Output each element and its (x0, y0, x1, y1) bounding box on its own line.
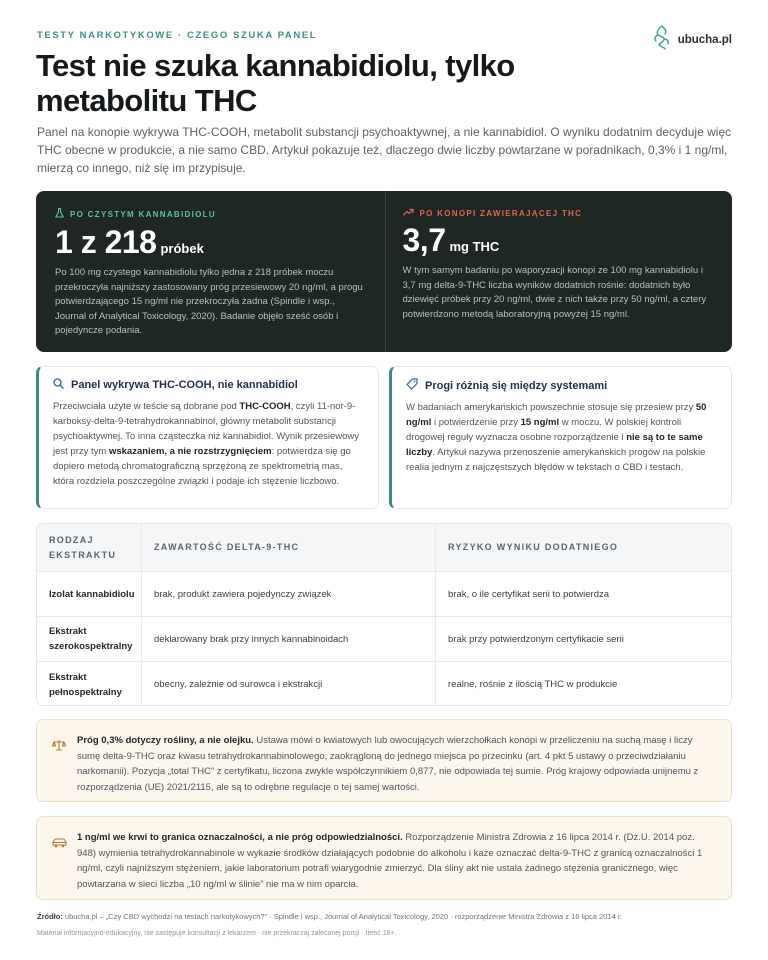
table-row (37, 662, 731, 706)
source-text: ubucha.pl – „Czy CBD wychodzi na testach narkotykowych?” · Spindle i wsp., Journal of Analytical Toxicology, 2020 · rozporządzenie Ministra Zdrowia z 16 lipca 2014 r. (62, 912, 622, 921)
page-title: Test nie szuka kannabidiolu, tylko metabolitu THC (36, 48, 515, 118)
stat-unit: próbek (160, 241, 204, 256)
stat-kicker-label: PO KONOPI ZAWIERAJĄCEJ THC (419, 208, 583, 218)
column-header: RODZAJ EKSTRAKTU (37, 524, 142, 571)
stat-pure-cbd (36, 191, 385, 352)
table-cell: brak przy potwierdzonym certyfikacie serii (448, 633, 624, 645)
table-cell: brak, produkt zawiera pojedynczy związek (142, 572, 436, 616)
trend-up-icon (403, 208, 414, 218)
stat-value (403, 222, 713, 259)
note-blood-limit (36, 816, 732, 900)
card-title (406, 378, 716, 393)
stat-number: 1 z 218 (55, 224, 157, 260)
table-cell: brak, o ile certyfikat serii to potwierdza (448, 588, 610, 600)
body-emphasis: 50 ng/ml (406, 402, 707, 428)
extract-table (36, 523, 732, 706)
stat-description: W tym samym badaniu po waporyzacji konopi ze 100 mg kannabidiolu i 3,7 mg delta-9-THC liczba wyników dodatnich rośnie: dodatnich było dziewięć próbek przy 20 ng/ml, dwie z nich także przy 50 ng/ml, a cztery potwierdzono metodą laboratoryjną powyżej 15 ng/ml. (402, 265, 707, 320)
body-text: , czyli 11-nor-9-karboksy-delta-9-tetrahydrokannabinol, główny metabolit substancji psychoaktywnej. To inna cząsteczka niż kannabidiol. Wynik przesiewowy jest przy tym (53, 401, 359, 457)
table-row (37, 572, 731, 617)
note-text (77, 733, 713, 795)
table-header-row (37, 524, 731, 572)
table-cell: obecny, zależnie od surowca i ekstrakcji (142, 662, 436, 706)
body-text: . Artykuł nazywa przenoszenie amerykańskich progów na polskie realia jednym z najczęstszych błędów w tekstach o CBD i testach. (406, 447, 706, 473)
note-threshold-plant (36, 719, 732, 802)
body-emphasis: 15 ng/ml (520, 417, 560, 428)
flask-icon (55, 208, 64, 220)
body-text: : potwierdza się go dopiero metodą chromatograficzną sprzężoną ze spektrometrią mas, która rozdziela poszczególne związki i podaje ich stężenie liczbowo. (53, 446, 351, 487)
eyebrow: TESTY NARKOTYKOWE · CZEGO SZUKA PANEL (37, 30, 318, 41)
brand-logo[interactable] (652, 24, 732, 55)
body-text: w moczu. W polskiej kontroli drogowej reguły wyznacza osobne rozporządzenie i (406, 417, 682, 443)
source-label: Źródło: (37, 912, 63, 921)
stat-description: Po 100 mg czystego kannabidiolu tylko jedna z 218 próbek moczu przekroczyła najniższy zastosowany próg przesiewowy 20 ng/ml, a progu potwierdzającego 15 ng/ml nie przekroczyła żadna (Spindle i wsp., Journal of Analytical Toxicology, 2020). Badanie objęło sześć osób i pojedyncze podania. (55, 267, 363, 337)
table-cell: Ekstrakt pełnospektralny (37, 662, 142, 706)
card-title-text: Panel wykrywa THC-COOH, nie kannabidiol (71, 379, 298, 391)
table-cell: deklarowany brak przy innych kannabinoidach (142, 617, 436, 661)
stat-kicker (403, 208, 713, 218)
stat-number: 3,7 (402, 222, 446, 258)
note-body: Ustawa mówi o kwiatowych lub owocujących wierzchołkach konopi w przeliczeniu na suchą masę i liczy sumę delta-9-THC oraz kwasu tetrahydrokannabinolowego, zaokrągloną do jednego miejsca po przecinku (art. 4 pkt 5 ustawy o przeciwdziałaniu narkomanii). Pozycja „total THC” z certyfikatu, liczona zwykle współczynnikiem 0,877, nie odpowiada tej sumie. Próg krajowy odpowiada unijnemu z rozporządzenia (UE) 2021/2115, ale są to odrębne regulacje o tej samej wartości. (77, 735, 699, 793)
source-line (37, 912, 737, 921)
stat-unit: mg THC (449, 239, 500, 254)
card-body (53, 399, 363, 489)
stat-kicker (55, 208, 365, 220)
brand-logo-icon (652, 24, 672, 55)
info-card-panel (36, 366, 379, 509)
lead-paragraph: Panel na konopie wykrywa THC-COOH, metabolit substancji psychoaktywnej, a nie kannabidiol. O wyniku dodatnim decyduje więc THC obecne w produkcie, a nie samo CBD. Artykuł pokazuje też, dlaczego dwie liczby powtarzane w poradnikach, 0,3% i 1 ng/ml, mierzą co innego, niż się im przypisuje. (37, 125, 732, 175)
scale-icon (52, 738, 66, 756)
info-card-thresholds (389, 366, 732, 509)
brand-name: ubucha.pl (677, 33, 732, 46)
table-cell: Izolat kannabidiolu (37, 572, 142, 616)
card-title-text: Progi różnią się między systemami (425, 379, 608, 392)
note-body: Rozporządzenie Ministra Zdrowia z 16 lipca 2014 r. (Dz.U. 2014 poz. 948) wymienia tetrahydrokannabinole w wykazie środków działających podobnie do alkoholu i każe oznaczać delta-9-THC z granicą oznaczalności 1 ng/ml, czyli najniższym stężeniem, jakie laboratorium potrafi wiarygodnie zmierzyć. Dla śliny akt nie ustala żadnego stężenia granicznego, więc powtarzana w sieci liczba „10 ng/ml w ślinie” nie ma w nim oparcia. (77, 832, 703, 890)
note-text (77, 830, 713, 892)
card-title (53, 378, 363, 392)
body-text: Przeciwciała użyte w teście są dobrane pod (53, 401, 240, 412)
disclaimer: Materiał informacyjno-edukacyjny, nie zastępuje konsultacji z lekarzem · nie przekraczaj zalecanej porcji · treść 18+. (37, 930, 397, 937)
stat-kicker-label: PO CZYSTYM KANNABIDIOLU (70, 209, 216, 219)
note-emphasis: 1 ng/ml we krwi to granica oznaczalności, a nie próg odpowiedzialności. (77, 832, 403, 843)
search-icon (53, 378, 64, 392)
body-text: i potwierdzenie przy (431, 417, 521, 428)
body-emphasis: THC-COOH (239, 401, 291, 412)
stat-thc-hemp (385, 191, 733, 352)
tag-icon (406, 378, 418, 393)
table-cell: realne, rośnie z ilością THC w produkcie (448, 679, 618, 690)
column-header: ZAWARTOŚĆ DELTA-9-THC (142, 524, 436, 571)
table-cell: Ekstrakt szerokospektralny (37, 617, 142, 661)
column-header: RYZYKO WYNIKU DODATNIEGO (448, 542, 619, 552)
car-icon (52, 835, 67, 853)
stats-panel (36, 191, 732, 352)
body-emphasis: nie są to te same liczby (406, 432, 703, 458)
card-body (406, 400, 716, 475)
table-row (37, 617, 731, 662)
note-emphasis: Próg 0,3% dotyczy rośliny, a nie olejku. (77, 735, 254, 746)
body-emphasis: wskazaniem, a nie rozstrzygnięciem (108, 446, 272, 457)
stat-value (55, 224, 365, 261)
body-text: W badaniach amerykańskich powszechnie stosuje się przesiew przy (406, 402, 696, 413)
